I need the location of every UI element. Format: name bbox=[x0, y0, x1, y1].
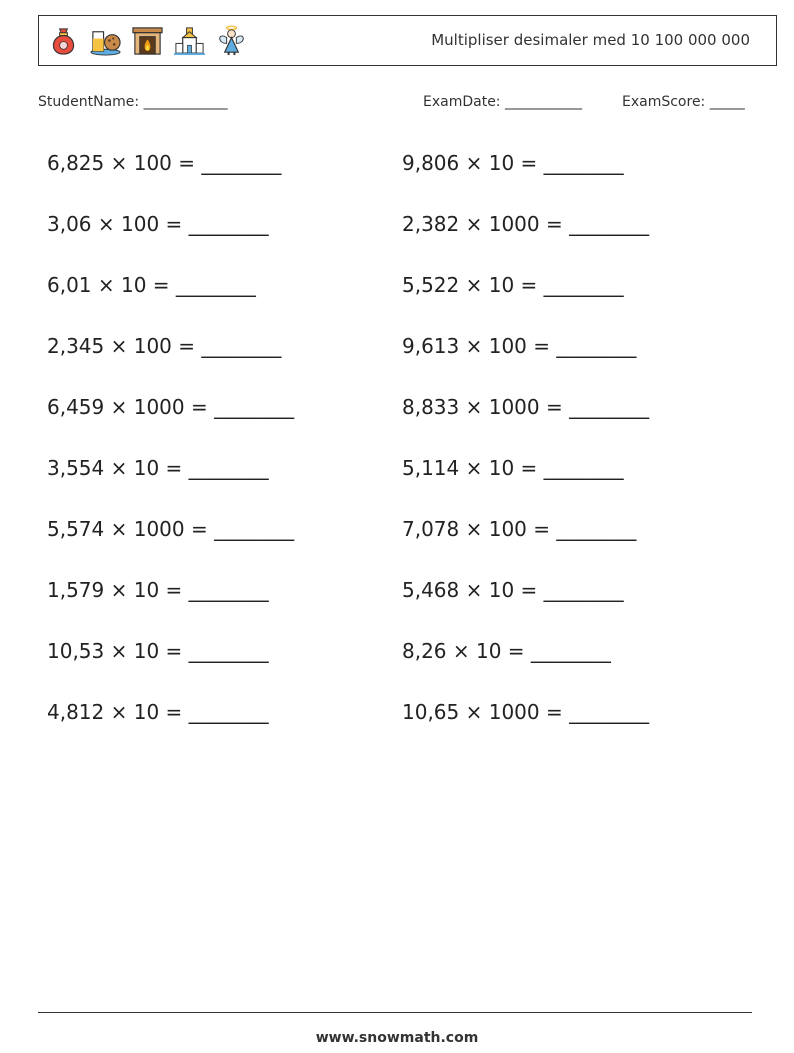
problem-item: 5,114 × 10 = ________ bbox=[402, 456, 624, 480]
problem-item: 7,078 × 100 = ________ bbox=[402, 517, 637, 541]
problem-item: 6,459 × 1000 = ________ bbox=[47, 395, 295, 419]
fireplace-icon bbox=[131, 24, 164, 57]
header-icons bbox=[47, 24, 248, 57]
problem-item: 10,65 × 1000 = ________ bbox=[402, 700, 650, 724]
problem-item: 5,574 × 1000 = ________ bbox=[47, 517, 295, 541]
problem-item: 3,554 × 10 = ________ bbox=[47, 456, 269, 480]
milk-and-cookie-icon bbox=[89, 24, 122, 57]
problem-item: 1,579 × 10 = ________ bbox=[47, 578, 269, 602]
problem-item: 2,345 × 100 = ________ bbox=[47, 334, 282, 358]
worksheet-header bbox=[38, 15, 777, 66]
problem-item: 10,53 × 10 = ________ bbox=[47, 639, 269, 663]
problem-item: 3,06 × 100 = ________ bbox=[47, 212, 269, 236]
angel-icon bbox=[215, 24, 248, 57]
footer-url[interactable]: www.snowmath.com bbox=[315, 1030, 479, 1046]
church-icon bbox=[173, 24, 206, 57]
problem-item: 6,01 × 10 = ________ bbox=[47, 273, 256, 297]
problem-item: 9,806 × 10 = ________ bbox=[402, 151, 624, 175]
worksheet-title: Multipliser desimaler med 10 100 000 000 bbox=[431, 31, 750, 49]
gift-sack-icon bbox=[47, 24, 80, 57]
problem-item: 9,613 × 100 = ________ bbox=[402, 334, 637, 358]
problem-item: 2,382 × 1000 = ________ bbox=[402, 212, 650, 236]
problem-item: 5,468 × 10 = ________ bbox=[402, 578, 624, 602]
exam-score-field: ExamScore: _____ bbox=[622, 94, 745, 110]
student-name-field: StudentName: ____________ bbox=[38, 94, 228, 110]
problem-item: 5,522 × 10 = ________ bbox=[402, 273, 624, 297]
problem-item: 4,812 × 10 = ________ bbox=[47, 700, 269, 724]
exam-date-field: ExamDate: ___________ bbox=[423, 94, 582, 110]
problem-item: 6,825 × 100 = ________ bbox=[47, 151, 282, 175]
footer-divider bbox=[38, 1012, 752, 1013]
problem-item: 8,26 × 10 = ________ bbox=[402, 639, 611, 663]
problem-item: 8,833 × 1000 = ________ bbox=[402, 395, 650, 419]
